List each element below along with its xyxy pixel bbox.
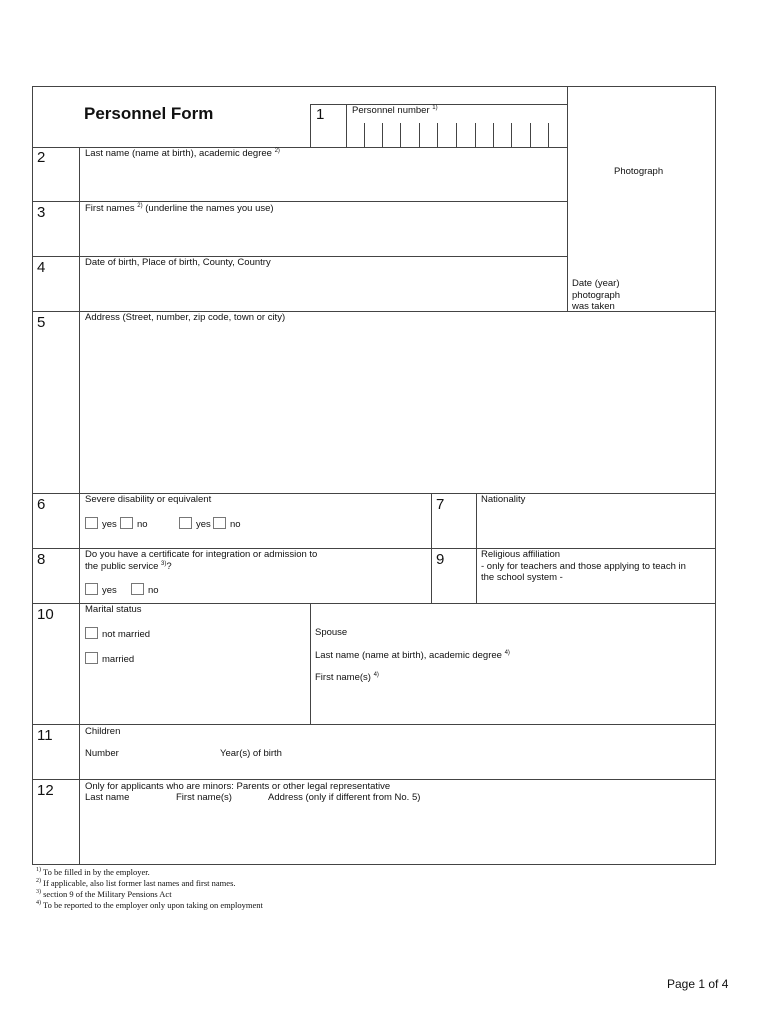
guardian-field[interactable]: [80, 806, 714, 863]
field-number-8: 8: [37, 551, 46, 568]
field-number-9: 9: [436, 551, 445, 568]
spouse-first-name-label: First name(s) $^{4)}$: [315, 671, 379, 683]
married-label: married: [102, 654, 135, 665]
children-number-label: Number: [85, 748, 119, 759]
footnote-1: $^{1)}$ To be filled in by the employer.: [36, 867, 150, 877]
footnote-3: $^{3)}$ section 9 of the Military Pensions Act: [36, 889, 172, 899]
guardian-last-name-label: Last name: [85, 792, 130, 803]
photograph-area[interactable]: [568, 87, 714, 311]
field-number-3: 3: [37, 204, 46, 221]
disability-no-checkbox[interactable]: [120, 517, 133, 529]
page-title: Personnel Form: [84, 104, 214, 123]
field-number-12: 12: [37, 782, 54, 799]
children-label: Children: [85, 726, 121, 737]
disability-label: Severe disability or equivalent: [85, 494, 212, 505]
field-number-10: 10: [37, 606, 54, 623]
minors-guardian-label: Only for applicants who are minors: Parents or other legal representative: [85, 781, 391, 792]
certificate-no-label: no: [148, 585, 159, 596]
not-married-label: not married: [102, 629, 151, 640]
guardian-address-label: Address (only if different from No. 5): [268, 792, 421, 803]
equivalent-yes-label: yes: [196, 519, 211, 530]
first-names-field[interactable]: [80, 215, 566, 255]
field-number-11: 11: [37, 727, 53, 744]
footnote-4: $^{4)}$ To be reported to the employer only upon taking on employment: [36, 900, 263, 910]
children-years-label: Year(s) of birth: [220, 748, 282, 759]
equivalent-no-checkbox[interactable]: [213, 517, 226, 529]
address-field[interactable]: [80, 326, 714, 492]
birth-details-field[interactable]: [80, 270, 566, 310]
spouse-last-name-label: Last name (name at birth), academic degree $^{4)}$: [315, 649, 510, 661]
personnel-number-label: Personnel number $^{1)}$: [352, 104, 438, 116]
page-number: Page 1 of 4: [667, 977, 729, 991]
religious-affiliation-label: Religious affiliation - only for teachers and those applying to teach in the school system -: [481, 549, 686, 583]
birth-details-label: Date of birth, Place of birth, County, Country: [85, 257, 271, 268]
last-name-label: Last name (name at birth), academic degree $^{2)}$: [85, 147, 280, 159]
marital-status-label: Marital status: [85, 604, 142, 615]
certificate-no-checkbox[interactable]: [131, 583, 144, 595]
guardian-first-name-label: First name(s): [176, 792, 232, 803]
field-number-5: 5: [37, 314, 46, 331]
not-married-checkbox[interactable]: [85, 627, 98, 639]
photo-date-label: Date (year) photograph was taken: [572, 278, 621, 312]
field-number-4: 4: [37, 259, 46, 276]
field-number-1: 1: [316, 106, 325, 123]
nationality-label: Nationality: [481, 494, 526, 505]
certificate-label: Do you have a certificate for integration or admission to the public service $^{3)}$?: [85, 549, 318, 572]
spouse-label: Spouse: [315, 627, 348, 638]
disability-yes-checkbox[interactable]: [85, 517, 98, 529]
equivalent-no-label: no: [230, 519, 241, 530]
equivalent-yes-checkbox[interactable]: [179, 517, 192, 529]
address-label: Address (Street, number, zip code, town or city): [85, 312, 286, 323]
field-number-6: 6: [37, 496, 46, 513]
certificate-yes-label: yes: [102, 585, 117, 596]
certificate-yes-checkbox[interactable]: [85, 583, 98, 595]
photograph-label: Photograph: [614, 166, 664, 177]
first-names-label: First names $^{2)}$ (underline the names you use): [85, 202, 274, 214]
field-number-2: 2: [37, 149, 46, 166]
disability-no-label: no: [137, 519, 148, 530]
last-name-field[interactable]: [80, 160, 566, 200]
field-number-7: 7: [436, 496, 445, 513]
disability-yes-label: yes: [102, 519, 117, 530]
footnote-2: $^{2)}$ If applicable, also list former last names and first names.: [36, 878, 236, 888]
nationality-field[interactable]: [477, 507, 714, 547]
married-checkbox[interactable]: [85, 652, 98, 664]
